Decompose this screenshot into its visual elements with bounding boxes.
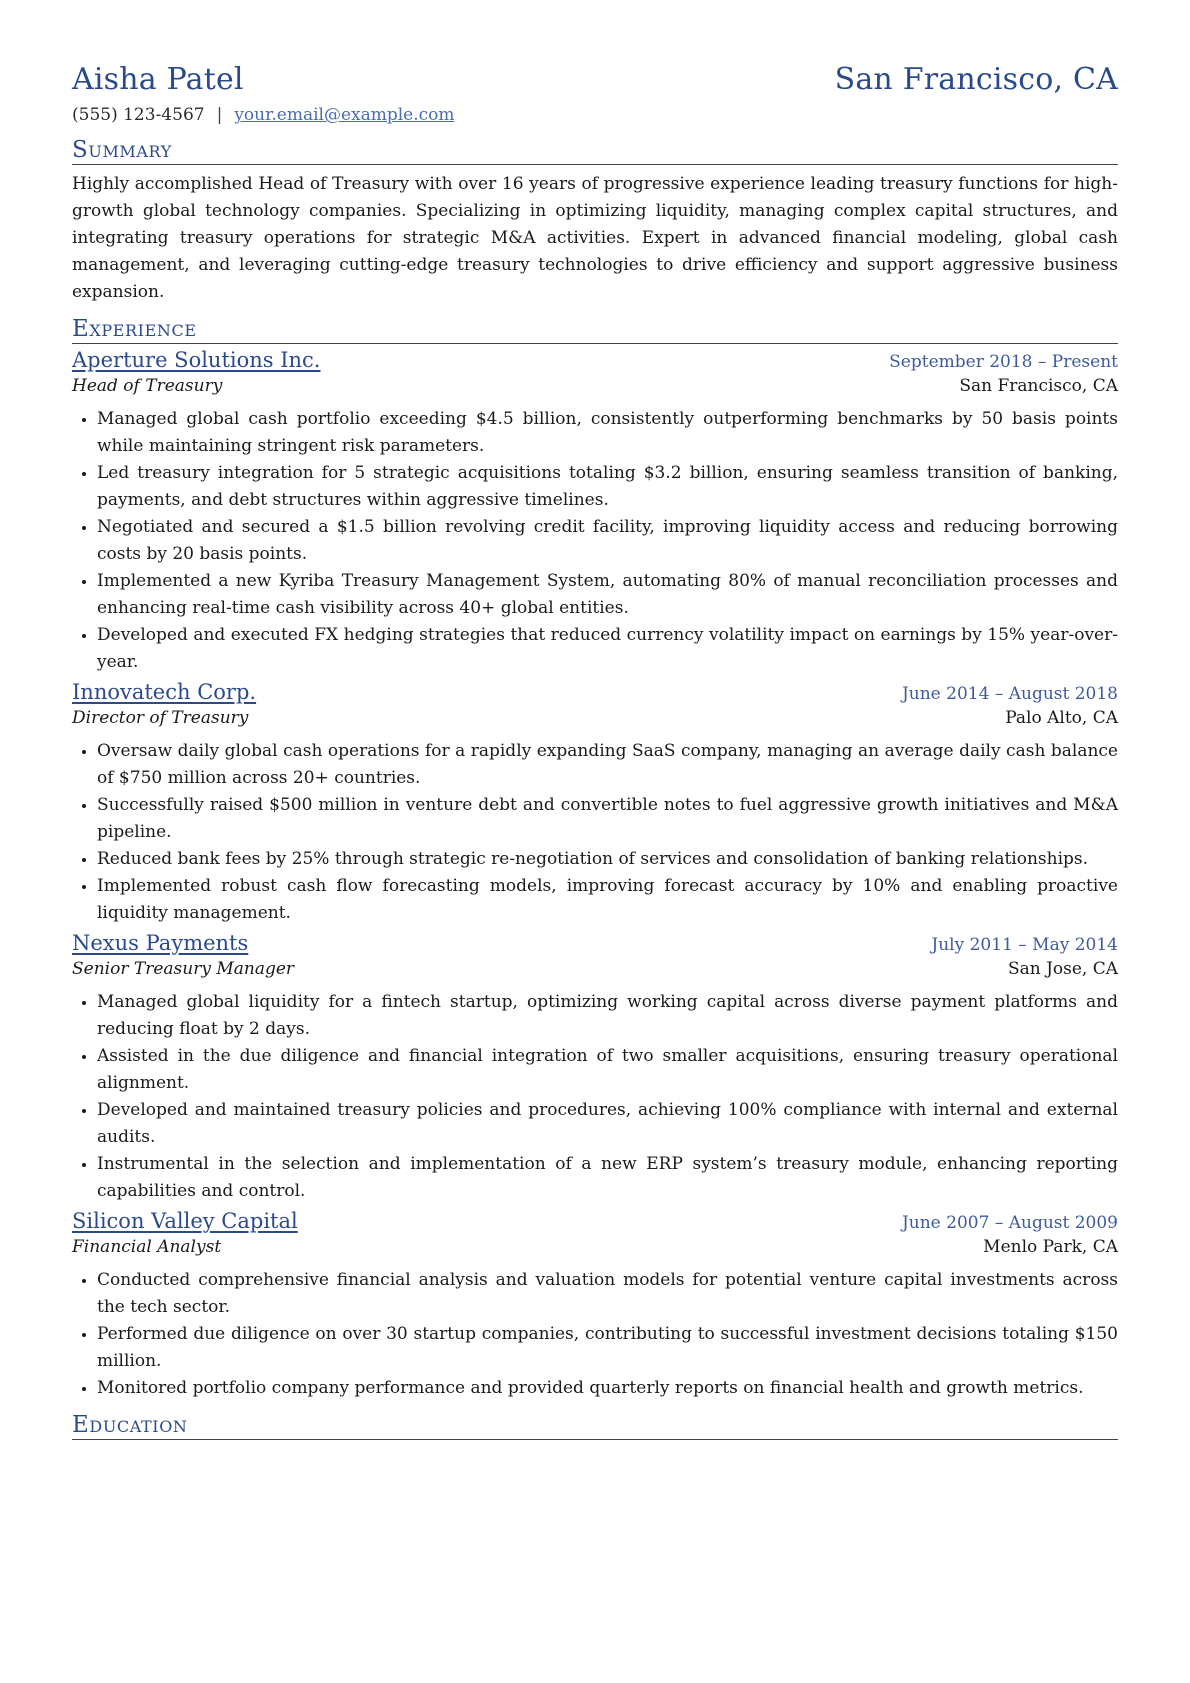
- education-heading: Education: [72, 1412, 1118, 1440]
- job-role: Director of Treasury: [72, 708, 249, 728]
- job-bullet: • Reduced bank fees by 25% through strategic re-negotiation of services and consolidation of banking relationships.: [97, 846, 1118, 873]
- company-name[interactable]: Innovatech Corp.: [72, 680, 257, 704]
- email-link[interactable]: your.email@example.com: [234, 105, 455, 125]
- job-entry: [72, 348, 1118, 676]
- job-entry: [72, 680, 1118, 927]
- job-bullet-list: [72, 1267, 1118, 1402]
- job-bullet: • Implemented robust cash flow forecasting models, improving forecast accuracy by 10% and enabling proactive liquidity management.: [97, 873, 1118, 927]
- job-dates: July 2011 – May 2014: [931, 935, 1118, 955]
- job-bullet: • Oversaw daily global cash operations for a rapidly expanding SaaS company, managing an average daily cash balance of $750 million across 20+ countries.: [97, 738, 1118, 792]
- job-dates: September 2018 – Present: [889, 352, 1118, 372]
- job-location: San Jose, CA: [1007, 959, 1118, 979]
- experience-list: [72, 348, 1118, 1402]
- job-bullet: • Successfully raised $500 million in venture debt and convertible notes to fuel aggressive growth initiatives and M&A pipeline.: [97, 792, 1118, 846]
- job-bullet-list: [72, 406, 1118, 676]
- job-role: Financial Analyst: [72, 1237, 222, 1257]
- job-header: [72, 931, 1118, 955]
- job-bullet: • Led treasury integration for 5 strategic acquisitions totaling $3.2 billion, ensuring seamless transition of banking, payments, and debt structures within aggressive timelines.: [97, 460, 1118, 514]
- job-subheader: [72, 959, 1118, 979]
- company-name[interactable]: Nexus Payments: [72, 931, 249, 955]
- job-bullet: • Monitored portfolio company performance and provided quarterly reports on financial health and growth metrics.: [97, 1375, 1118, 1402]
- summary-heading: Summary: [72, 137, 1118, 165]
- job-entry: [72, 931, 1118, 1205]
- contact-line: [72, 105, 1118, 125]
- company-name[interactable]: Silicon Valley Capital: [72, 1209, 298, 1233]
- job-location: Palo Alto, CA: [1005, 708, 1118, 728]
- job-role: Head of Treasury: [72, 376, 223, 396]
- candidate-location: San Francisco, CA: [834, 62, 1118, 97]
- resume-header: [72, 62, 1118, 97]
- job-bullet: • Assisted in the due diligence and financial integration of two smaller acquisitions, ensuring treasury operational alignment.: [97, 1043, 1118, 1097]
- job-header: [72, 348, 1118, 372]
- job-subheader: [72, 708, 1118, 728]
- job-bullet: • Managed global liquidity for a fintech startup, optimizing working capital across diverse payment platforms and reducing float by 2 days.: [97, 989, 1118, 1043]
- summary-text: Highly accomplished Head of Treasury with over 16 years of progressive experience leading treasury functions for high-growth global technology companies. Specializing in optimizing liquidity, managing complex capital structures, and integrating treasury operations for strategic M&A activities. Expert in advanced financial modeling, global cash management, and leveraging cutting-edge treasury technologies to drive efficiency and support aggressive business expansion.: [72, 174, 1118, 302]
- job-bullet-list: [72, 738, 1118, 927]
- job-entry: [72, 1209, 1118, 1402]
- job-bullet: • Conducted comprehensive financial analysis and valuation models for potential venture capital investments across the tech sector.: [97, 1267, 1118, 1321]
- job-bullet: • Implemented a new Kyriba Treasury Management System, automating 80% of manual reconciliation processes and enhancing real-time cash visibility across 40+ global entities.: [97, 568, 1118, 622]
- job-bullet: • Developed and maintained treasury policies and procedures, achieving 100% compliance with internal and external audits.: [97, 1097, 1118, 1151]
- job-bullet: • Instrumental in the selection and implementation of a new ERP system’s treasury module, enhancing reporting capabilities and control.: [97, 1151, 1118, 1205]
- job-location: San Francisco, CA: [959, 376, 1118, 396]
- job-header: [72, 1209, 1118, 1233]
- job-subheader: [72, 1237, 1118, 1257]
- job-location: Menlo Park, CA: [983, 1237, 1118, 1257]
- job-dates: June 2007 – August 2009: [901, 1213, 1118, 1233]
- job-bullet: • Developed and executed FX hedging strategies that reduced currency volatility impact on earnings by 15% year-over-year.: [97, 622, 1118, 676]
- job-bullet: • Managed global cash portfolio exceeding $4.5 billion, consistently outperforming benchmarks by 50 basis points while maintaining stringent risk parameters.: [97, 406, 1118, 460]
- job-bullet: • Performed due diligence on over 30 startup companies, contributing to successful investment decisions totaling $150 million.: [97, 1321, 1118, 1375]
- job-bullet-list: [72, 989, 1118, 1205]
- contact-separator: |: [216, 105, 223, 125]
- candidate-name: Aisha Patel: [72, 62, 244, 97]
- job-header: [72, 680, 1118, 704]
- job-bullet: • Negotiated and secured a $1.5 billion revolving credit facility, improving liquidity access and reducing borrowing costs by 20 basis points.: [97, 514, 1118, 568]
- phone-number: (555) 123-4567: [72, 105, 205, 125]
- job-subheader: [72, 376, 1118, 396]
- company-name[interactable]: Aperture Solutions Inc.: [72, 348, 321, 372]
- job-role: Senior Treasury Manager: [72, 959, 295, 979]
- experience-heading: Experience: [72, 316, 1118, 344]
- job-dates: June 2014 – August 2018: [901, 684, 1118, 704]
